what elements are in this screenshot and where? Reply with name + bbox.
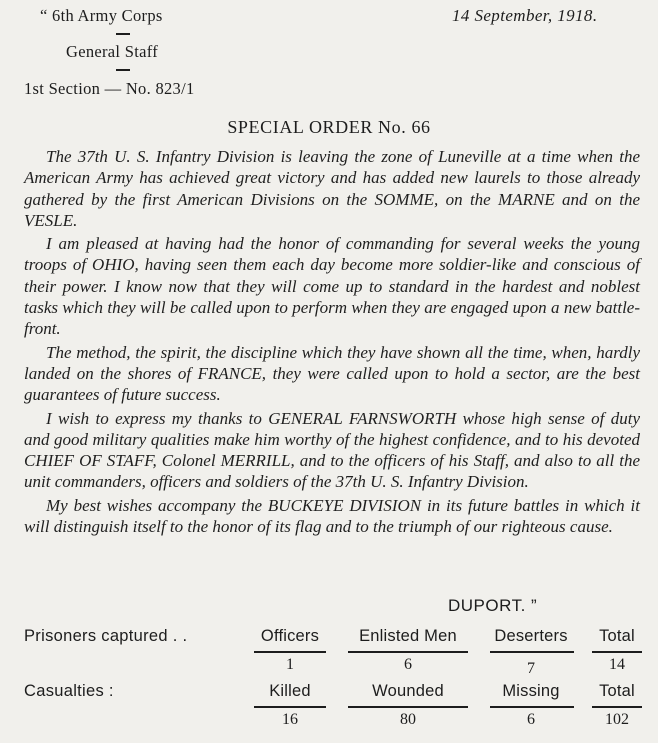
prisoners-total-value: 14 (609, 656, 625, 673)
corps-heading: “ 6th Army Corps (40, 6, 163, 25)
prisoners-deserters-value: 7 (527, 660, 535, 677)
section-number: 1st Section — No. 823/1 (24, 79, 195, 98)
casualties-total-value: 102 (605, 711, 629, 728)
body-paragraph: My best wishes accompany the BUCKEYE DIVISION in its future battles in which it will distinguish itself to the honor of its flag and to the triumph of our righteous cause. (24, 495, 640, 537)
prisoners-header-enlisted: Enlisted Men (359, 627, 457, 645)
table-rule (348, 706, 468, 708)
header-divider (116, 33, 130, 35)
order-body (24, 146, 640, 539)
casualties-header-total: Total (599, 682, 635, 700)
table-rule (592, 651, 642, 653)
prisoners-enlisted-value: 6 (404, 656, 412, 673)
prisoners-header-officers: Officers (260, 627, 320, 645)
order-title: SPECIAL ORDER No. 66 (227, 117, 431, 137)
prisoners-header-total: Total (599, 627, 635, 645)
casualties-wounded-value: 80 (400, 711, 416, 728)
casualties-header-killed: Killed (269, 682, 311, 700)
table-rule (490, 651, 574, 653)
table-rule (254, 651, 326, 653)
prisoners-header-deserters: Deserters (494, 627, 568, 645)
casualties-label: Casualties : (24, 682, 114, 700)
body-paragraph: I am pleased at having had the honor of commanding for several weeks the young troops of OHIO, having seen them each day become more soldier-like and conscious of their power. I know now that they will come up to standard in the hardest and noblest tasks which they will be called upon to perform when they are engaged upon a new battle-front. (24, 234, 640, 339)
table-rule (592, 706, 642, 708)
header-divider (116, 69, 130, 71)
body-paragraph: I wish to express my thanks to GENERAL FARNSWORTH whose high sense of duty and good military qualities make him worthy of the highest confidence, and to his devoted CHIEF OF STAFF, Colonel MERRILL, and to the officers of his Staff, and also to all the unit commanders, officers and soldiers of the 37th U. S. Infantry Division. (24, 408, 640, 492)
body-paragraph: The 37th U. S. Infantry Division is leaving the zone of Luneville at a time when the American Army has achieved great victory and has added new laurels to those already gathered by the first American Divisions on the SOMME, on the MARNE and on the VESLE. (24, 147, 640, 230)
table-rule (490, 706, 574, 708)
casualties-killed-value: 16 (282, 711, 298, 728)
casualties-missing-value: 6 (527, 711, 535, 728)
signature: DUPORT. ” (448, 596, 538, 615)
order-date: 14 September, 1918. (452, 6, 598, 25)
staff-heading: General Staff (66, 42, 159, 61)
prisoners-label: Prisoners captured . . (24, 627, 188, 645)
casualties-header-wounded: Wounded (372, 682, 444, 700)
prisoners-officers-value: 1 (286, 656, 294, 673)
body-paragraph: The method, the spirit, the discipline which they have shown all the time, when, hardly landed on the shores of FRANCE, they were called upon to hold a sector, are the best guarantees of future success. (24, 342, 640, 405)
casualties-header-missing: Missing (502, 682, 560, 700)
table-rule (348, 651, 468, 653)
table-rule (254, 706, 326, 708)
